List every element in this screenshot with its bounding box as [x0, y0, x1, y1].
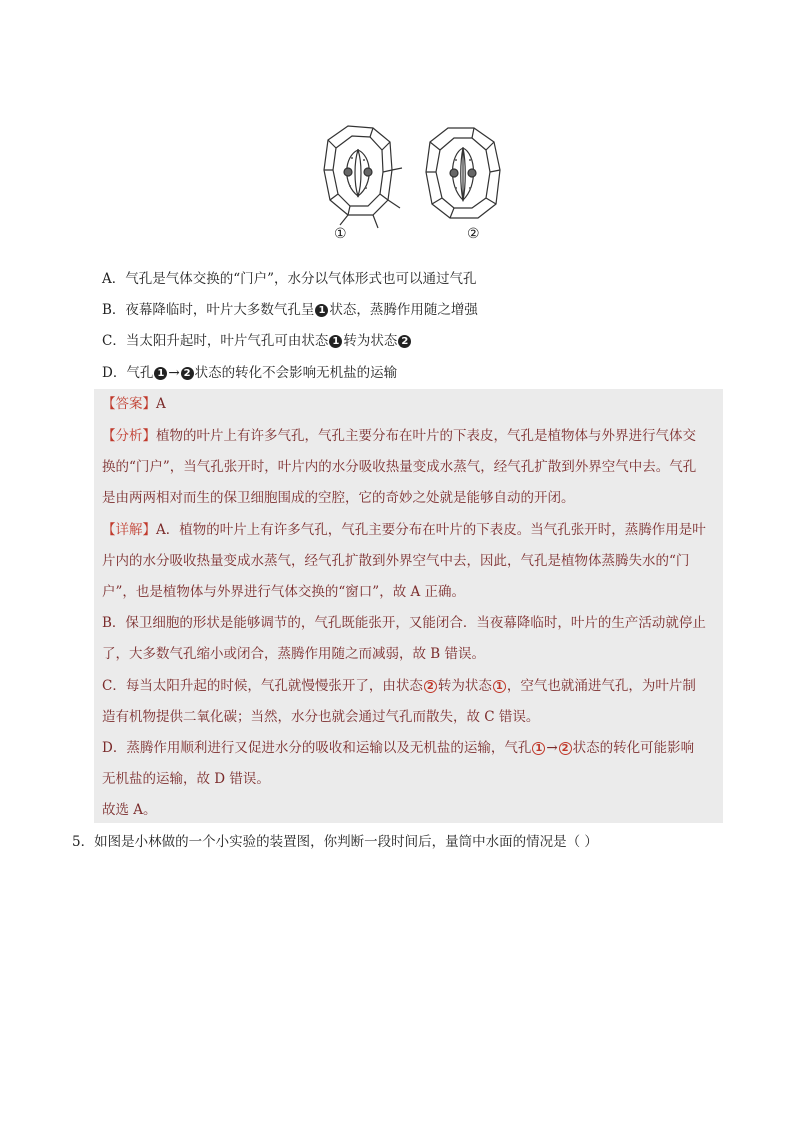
option-b	[102, 301, 478, 319]
detail-c1-pre: C．每当太阳升起的时候，气孔就慢慢张开了，由状态	[102, 678, 423, 694]
arrow: →	[168, 365, 180, 381]
option-a: A．气孔是气体交换的“门户”，水分以气体形式也可以通过气孔	[102, 271, 477, 287]
figure-label-2: ②	[467, 226, 480, 242]
circled-number-1: 1	[493, 680, 506, 693]
analysis-line-1	[102, 427, 696, 445]
detail-d1-pre: D．蒸腾作用顺利进行又促进水分的吸收和运输以及无机盐的运输，气孔	[102, 740, 532, 756]
analysis-tag: 【分析】	[102, 428, 156, 444]
answer-explanation-box	[94, 389, 723, 823]
circled-number-1: 1	[329, 335, 342, 348]
circled-number-2: 2	[424, 680, 437, 693]
figure-label-1: ①	[334, 226, 347, 242]
detail-c1-mid: 转为状态	[437, 678, 492, 694]
detail-conclusion: 故选 A。	[102, 802, 157, 818]
circled-number-2: 2	[398, 335, 411, 348]
detail-line-d2: 无机盐的运输，故 D 错误。	[102, 771, 270, 787]
arrow: →	[546, 740, 558, 756]
option-c-text-mid: 转为状态	[343, 333, 398, 349]
detail-line-d1	[102, 739, 694, 757]
option-c-text-pre: C．当太阳升起时，叶片气孔可由状态	[102, 333, 329, 349]
option-c	[102, 332, 412, 350]
circled-number-2: 2	[181, 367, 194, 380]
answer-line	[102, 395, 166, 413]
detail-line-c1	[102, 677, 696, 695]
detail-tag: 【详解】	[102, 522, 156, 538]
analysis-line-3: 是由两两相对而生的保卫细胞围成的空腔，它的奇妙之处就是能够自动的开闭。	[102, 490, 575, 506]
detail-line-a3: 户”，也是植物体与外界进行气体交换的“窗口”，故 A 正确。	[102, 584, 466, 600]
circled-number-2: 2	[559, 742, 572, 755]
question-5: 5．如图是小林做的一个小实验的装置图，你判断一段时间后，量筒中水面的情况是（ ）	[72, 834, 598, 850]
option-d	[102, 364, 397, 382]
detail-line-b1: B．保卫细胞的形状是能够调节的，气孔既能张开，又能闭合．当夜幕降临时，叶片的生产活动就停止	[102, 615, 706, 631]
detail-c1-post: ，空气也就涌进气孔，为叶片制	[506, 678, 696, 694]
circled-number-1: 1	[154, 367, 167, 380]
option-b-text-post: 状态，蒸腾作用随之增强	[329, 302, 478, 318]
option-d-text-pre: D．气孔	[102, 365, 154, 381]
analysis-text: 植物的叶片上有许多气孔，气孔主要分布在叶片的下表皮，气孔是植物体与外界进行气体交	[156, 428, 696, 444]
option-d-text-post: 状态的转化不会影响无机盐的运输	[194, 365, 398, 381]
stomata-figure	[318, 120, 518, 250]
analysis-line-2: 换的“门户”，当气孔张开时，叶片内的水分吸收热量变成水蒸气，经气孔扩散到外界空气中去。气孔	[102, 459, 697, 475]
answer-tag: 【答案】	[102, 396, 156, 412]
detail-line-a1	[102, 521, 706, 539]
circled-number-1: 1	[315, 304, 328, 317]
detail-d1-post: 状态的转化可能影响	[572, 740, 695, 756]
detail-line-b2: 了，大多数气孔缩小或闭合，蒸腾作用随之而减弱，故 B 错误。	[102, 646, 486, 662]
detail-line-c2: 造有机物提供二氧化碳；当然，水分也就会通过气孔而散失，故 C 错误。	[102, 709, 540, 725]
detail-text: A．植物的叶片上有许多气孔，气孔主要分布在叶片的下表皮。当气孔张开时，蒸腾作用是叶	[156, 522, 706, 538]
option-b-text-pre: B．夜幕降临时，叶片大多数气孔呈	[102, 302, 315, 318]
answer-value: A	[156, 396, 166, 412]
circled-number-1: 1	[532, 742, 545, 755]
detail-line-a2: 片内的水分吸收热量变成水蒸气，经气孔扩散到外界空气中去，因此，气孔是植物体蒸腾失水的“门	[102, 553, 690, 569]
